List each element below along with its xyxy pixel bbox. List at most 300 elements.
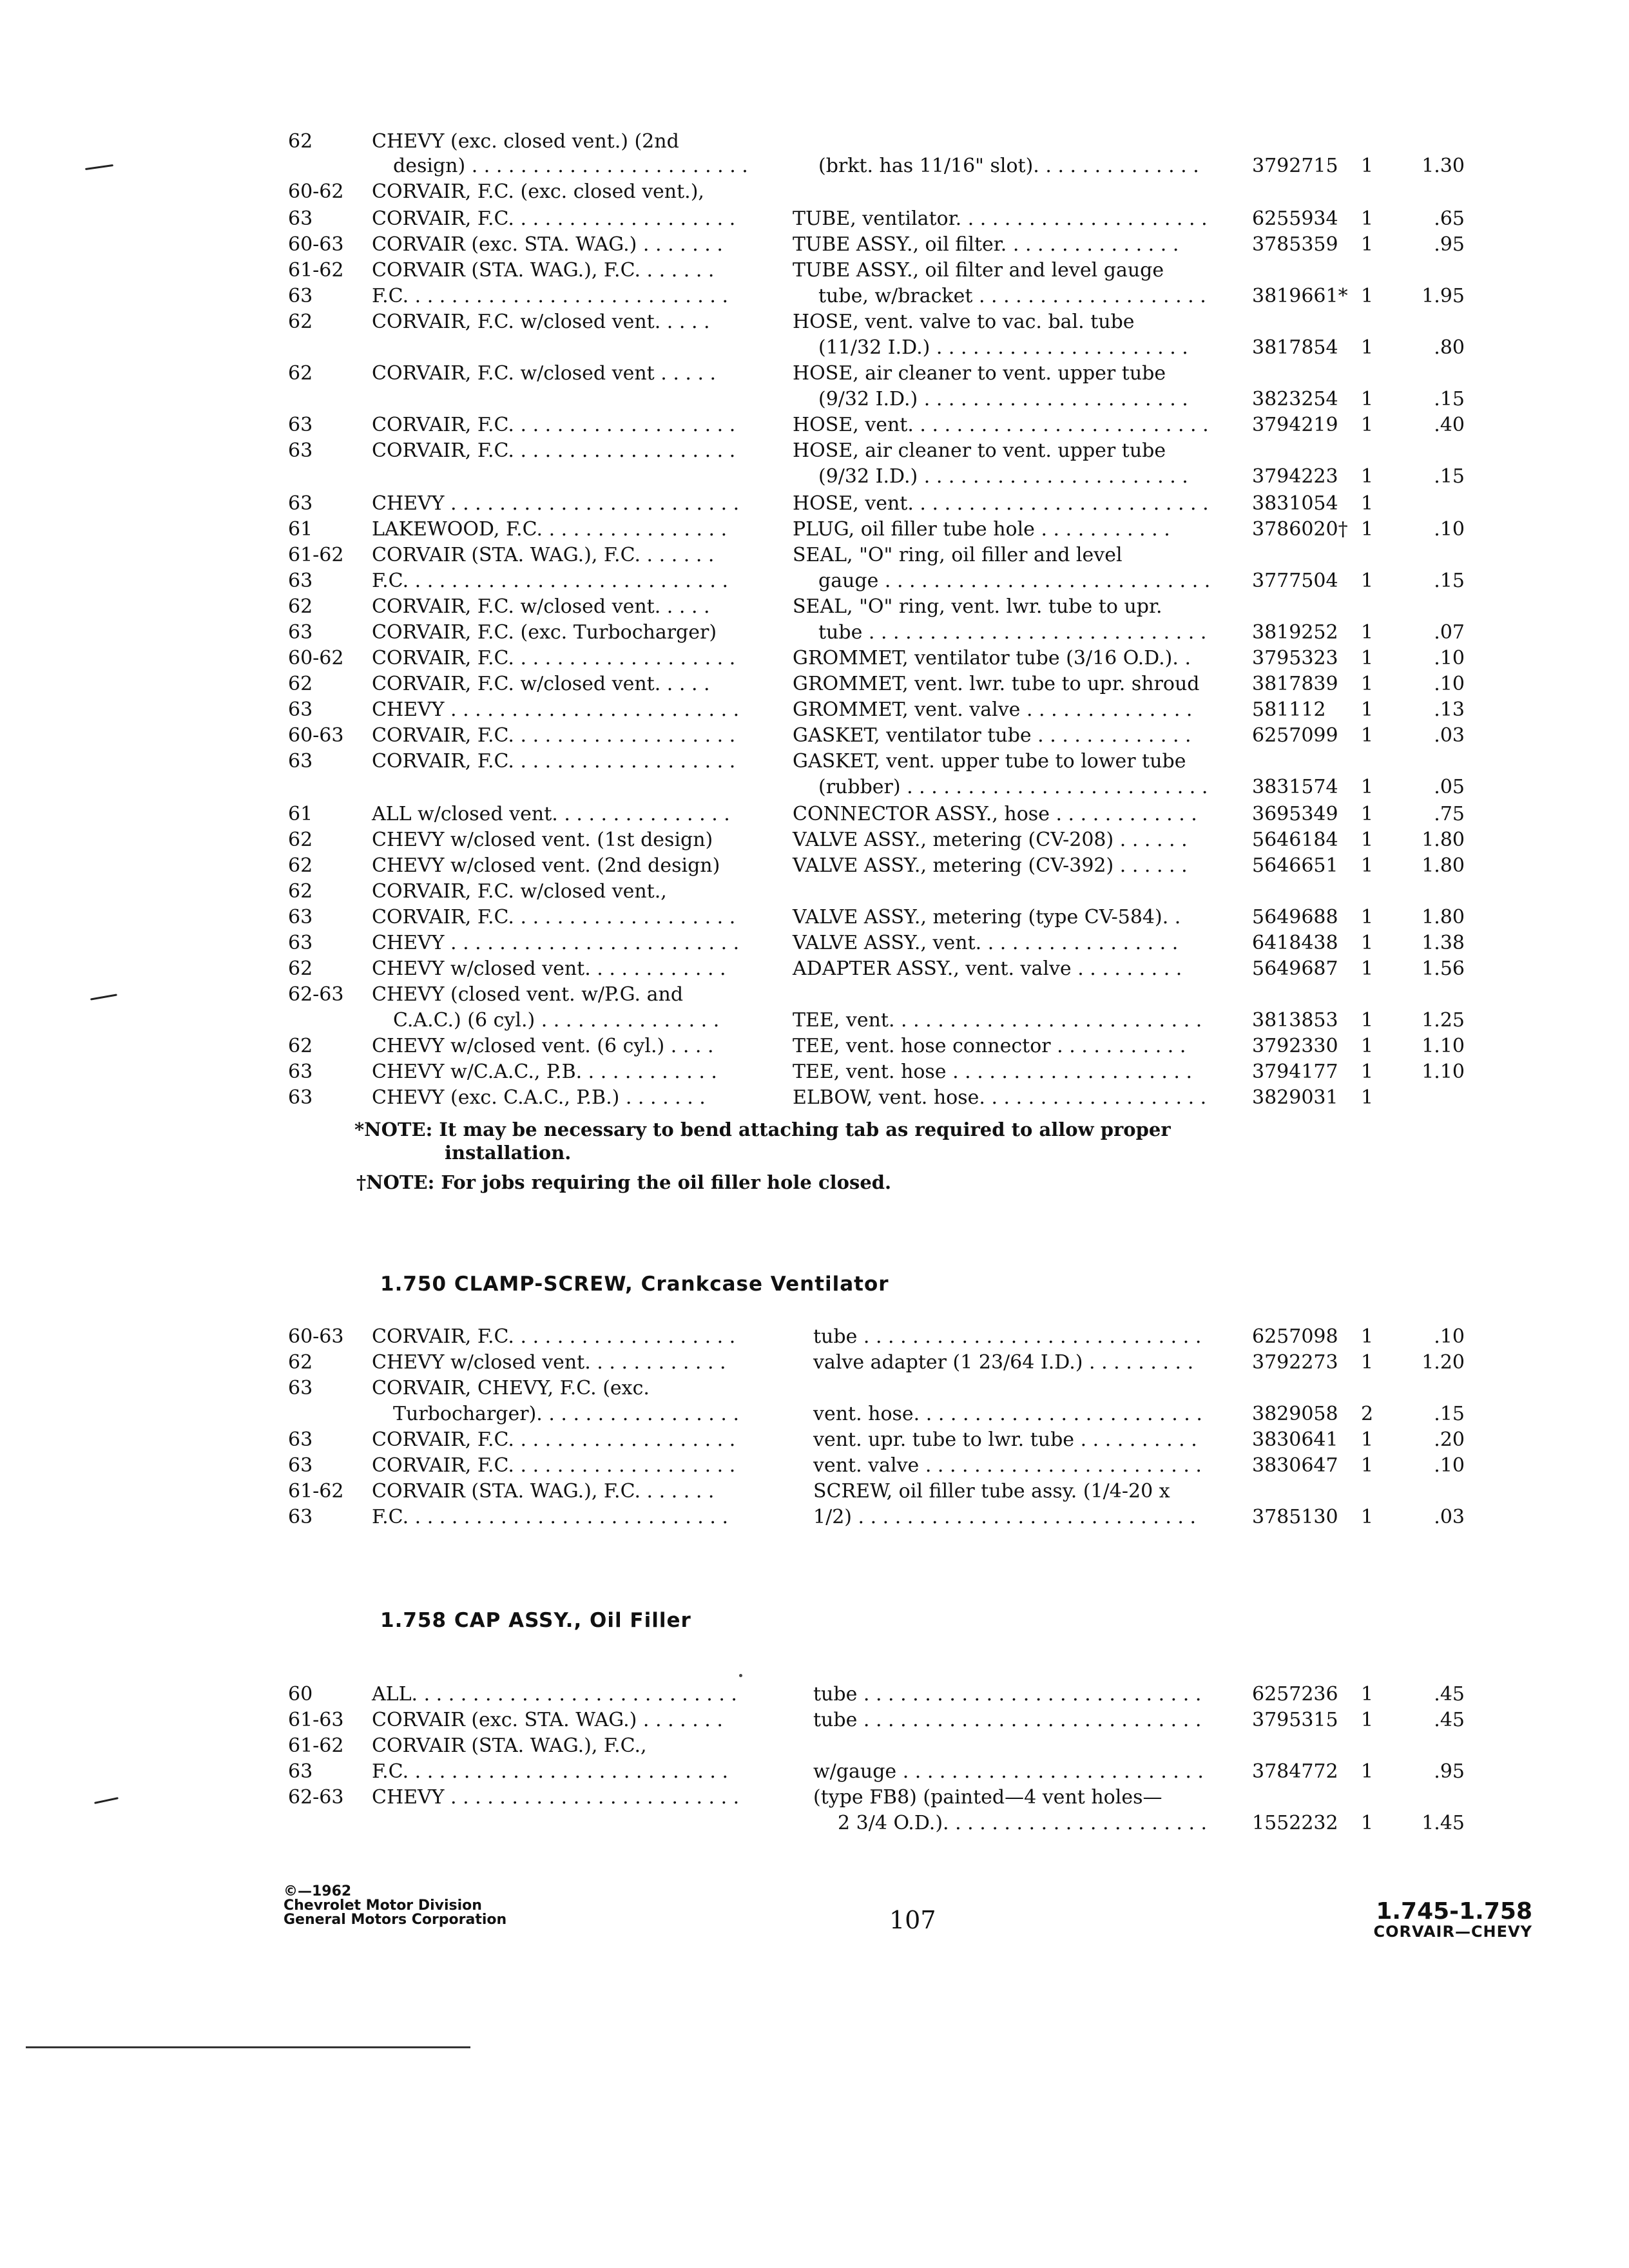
- applies-to: CORVAIR, F.C. w/closed vent.,: [372, 880, 667, 903]
- parts-row: [0, 1324, 1629, 1350]
- model-year: 60-62: [288, 647, 344, 669]
- part-description: ELBOW, vent. hose. . . . . . . . . . . . . . . . . . .: [793, 1086, 1207, 1109]
- applies-to: ALL. . . . . . . . . . . . . . . . . . . . . . . . . . .: [372, 1683, 737, 1706]
- part-description: PLUG, oil filler tube hole . . . . . . . . . . .: [793, 518, 1170, 541]
- part-description: GROMMET, ventilator tube (3/16 O.D.). .: [793, 647, 1191, 669]
- part-description: tube . . . . . . . . . . . . . . . . . . . . . . . . . . . .: [813, 1683, 1202, 1706]
- quantity: 1: [1361, 465, 1374, 488]
- parts-row: [0, 1376, 1629, 1401]
- part-description: vent. valve . . . . . . . . . . . . . . . . . . . . . . .: [813, 1454, 1202, 1477]
- parts-row: [0, 309, 1629, 335]
- part-number: 5646651: [1252, 854, 1338, 877]
- quantity: 1: [1361, 906, 1374, 928]
- parts-row: [0, 723, 1629, 749]
- part-number: 3813853: [1252, 1009, 1338, 1032]
- price: 1.80: [1422, 854, 1465, 877]
- part-description: HOSE, vent. . . . . . . . . . . . . . . . . . . . . . . . .: [793, 492, 1209, 515]
- parts-row: [0, 153, 1629, 179]
- applies-to: F.C. . . . . . . . . . . . . . . . . . . . . . . . . . .: [372, 1760, 728, 1783]
- part-number: 3785130: [1252, 1506, 1338, 1528]
- applies-to: CHEVY . . . . . . . . . . . . . . . . . . . . . . . .: [372, 492, 740, 515]
- quantity: 1: [1361, 957, 1374, 980]
- quantity: 1: [1361, 233, 1374, 256]
- part-description: (brkt. has 11/16" slot). . . . . . . . . . . . . .: [818, 155, 1199, 177]
- part-number: 3829058: [1252, 1403, 1338, 1425]
- model-year: 63: [288, 698, 313, 721]
- part-description: valve adapter (1 23/64 I.D.) . . . . . . . . .: [813, 1351, 1194, 1374]
- model-year: 63: [288, 1377, 313, 1399]
- parts-row: [0, 1733, 1629, 1759]
- part-number: 3792715: [1252, 155, 1338, 177]
- parts-row: [0, 438, 1629, 464]
- part-description: (11/32 I.D.) . . . . . . . . . . . . . . . . . . . . .: [818, 336, 1188, 359]
- price: 1.10: [1422, 1061, 1465, 1083]
- price: .10: [1434, 647, 1465, 669]
- part-description: tube . . . . . . . . . . . . . . . . . . . . . . . . . . . .: [813, 1325, 1202, 1348]
- parts-row: [0, 1811, 1629, 1836]
- applies-to: design) . . . . . . . . . . . . . . . . . . . . . . .: [393, 155, 748, 177]
- quantity: 1: [1361, 1325, 1374, 1348]
- model-year: 63: [288, 1086, 313, 1109]
- applies-to: CORVAIR, F.C. . . . . . . . . . . . . . . . . . .: [372, 647, 736, 669]
- part-number: 3819661*: [1252, 285, 1348, 307]
- quantity: 1: [1361, 1086, 1374, 1109]
- parts-row: [0, 412, 1629, 438]
- parts-row: [0, 464, 1629, 490]
- model-year: 63: [288, 1061, 313, 1083]
- price: .10: [1434, 673, 1465, 695]
- part-number: 3786020†: [1252, 518, 1348, 541]
- part-description: (9/32 I.D.) . . . . . . . . . . . . . . . . . . . . . .: [818, 465, 1188, 488]
- part-description: ADAPTER ASSY., vent. valve . . . . . . . . .: [793, 957, 1182, 980]
- price: .10: [1434, 1325, 1465, 1348]
- model-year: 63: [288, 207, 313, 230]
- applies-to: CORVAIR, F.C. . . . . . . . . . . . . . . . . . .: [372, 207, 736, 230]
- parts-row: [0, 1059, 1629, 1085]
- part-number: 3794177: [1252, 1061, 1338, 1083]
- applies-to: CHEVY . . . . . . . . . . . . . . . . . . . . . . . .: [372, 932, 740, 954]
- footer-division: Chevrolet Motor Division: [284, 1898, 482, 1914]
- part-description: VALVE ASSY., metering (CV-392) . . . . . .: [793, 854, 1188, 877]
- applies-to: CORVAIR (STA. WAG.), F.C. . . . . . .: [372, 1480, 715, 1503]
- applies-to: CORVAIR, F.C. (exc. Turbocharger): [372, 621, 717, 644]
- part-number: 3829031: [1252, 1086, 1338, 1109]
- part-description: SCREW, oil filler tube assy. (1/4-20 x: [813, 1480, 1170, 1503]
- applies-to: CORVAIR (exc. STA. WAG.) . . . . . . .: [372, 1709, 723, 1731]
- model-year: 63: [288, 1428, 313, 1451]
- quantity: 1: [1361, 1035, 1374, 1057]
- model-year: 62: [288, 1035, 313, 1057]
- price: .15: [1434, 570, 1465, 592]
- model-year: 61-62: [288, 259, 344, 282]
- model-year: 62: [288, 854, 313, 877]
- part-number: 6255934: [1252, 207, 1338, 230]
- price: .75: [1434, 803, 1465, 825]
- parts-row: [0, 568, 1629, 594]
- parts-row: [0, 930, 1629, 956]
- parts-row: [0, 802, 1629, 827]
- part-description: VALVE ASSY., metering (CV-208) . . . . . .: [793, 829, 1188, 851]
- applies-to: Turbocharger). . . . . . . . . . . . . . . . .: [393, 1403, 739, 1425]
- parts-row: [0, 543, 1629, 568]
- price: .20: [1434, 1428, 1465, 1451]
- footer-section-range: 1.745-1.758: [1376, 1898, 1532, 1925]
- model-year: 62: [288, 311, 313, 333]
- price: 1.20: [1422, 1351, 1465, 1374]
- applies-to: CORVAIR, F.C. . . . . . . . . . . . . . . . . . .: [372, 1325, 736, 1348]
- parts-row: [0, 284, 1629, 309]
- price: .10: [1434, 518, 1465, 541]
- applies-to: CORVAIR, F.C. . . . . . . . . . . . . . . . . . .: [372, 1428, 736, 1451]
- price: 1.56: [1422, 957, 1465, 980]
- model-year: 62: [288, 880, 313, 903]
- part-number: 5649688: [1252, 906, 1338, 928]
- model-year: 62: [288, 362, 313, 385]
- part-description: VALVE ASSY., vent. . . . . . . . . . . . . . . . .: [793, 932, 1179, 954]
- model-year: 63: [288, 1506, 313, 1528]
- parts-row: [0, 1401, 1629, 1427]
- model-year: 63: [288, 1454, 313, 1477]
- part-number: 3830641: [1252, 1428, 1338, 1451]
- parts-row: [0, 646, 1629, 671]
- part-number: 5649687: [1252, 957, 1338, 980]
- part-description: tube, w/bracket . . . . . . . . . . . . . . . . . . .: [818, 285, 1206, 307]
- parts-row: [0, 1504, 1629, 1530]
- parts-row: [0, 879, 1629, 905]
- model-year: 63: [288, 750, 313, 773]
- part-number: 3792330: [1252, 1035, 1338, 1057]
- model-year: 60-63: [288, 724, 344, 747]
- quantity: 1: [1361, 1709, 1374, 1731]
- applies-to: C.A.C.) (6 cyl.) . . . . . . . . . . . . . . .: [393, 1009, 720, 1032]
- applies-to: CORVAIR, F.C. . . . . . . . . . . . . . . . . . .: [372, 906, 736, 928]
- applies-to: F.C. . . . . . . . . . . . . . . . . . . . . . . . . . .: [372, 285, 728, 307]
- model-year: 60: [288, 1683, 313, 1706]
- parts-row: [0, 1033, 1629, 1059]
- part-description: GROMMET, vent. lwr. tube to upr. shroud: [793, 673, 1200, 695]
- part-description: HOSE, air cleaner to vent. upper tube: [793, 439, 1166, 462]
- quantity: 1: [1361, 776, 1374, 798]
- parts-row: [0, 361, 1629, 387]
- bottom-rule: [26, 2046, 470, 2048]
- part-number: 3830647: [1252, 1454, 1338, 1477]
- part-number: 3817854: [1252, 336, 1338, 359]
- model-year: 61: [288, 518, 313, 541]
- footer-copyright: ©—1962: [284, 1883, 352, 1899]
- price: 1.80: [1422, 829, 1465, 851]
- price: .15: [1434, 465, 1465, 488]
- parts-row: [0, 1707, 1629, 1733]
- model-year: 63: [288, 906, 313, 928]
- price: 1.30: [1422, 155, 1465, 177]
- quantity: 1: [1361, 414, 1374, 436]
- parts-row: [0, 129, 1629, 155]
- quantity: 1: [1361, 803, 1374, 825]
- applies-to: F.C. . . . . . . . . . . . . . . . . . . . . . . . . . .: [372, 1506, 728, 1528]
- part-number: 3794223: [1252, 465, 1338, 488]
- part-number: 3784772: [1252, 1760, 1338, 1783]
- price: 1.38: [1422, 932, 1465, 954]
- price: 1.25: [1422, 1009, 1465, 1032]
- price: .13: [1434, 698, 1465, 721]
- applies-to: CHEVY (exc. closed vent.) (2nd: [372, 130, 679, 153]
- part-description: HOSE, vent. . . . . . . . . . . . . . . . . . . . . . . . .: [793, 414, 1209, 436]
- applies-to: CHEVY w/closed vent. (2nd design): [372, 854, 720, 877]
- part-number: 3777504: [1252, 570, 1338, 592]
- price: .03: [1434, 724, 1465, 747]
- price: 1.45: [1422, 1812, 1465, 1834]
- part-description: VALVE ASSY., metering (type CV-584). .: [793, 906, 1181, 928]
- applies-to: LAKEWOOD, F.C. . . . . . . . . . . . . . . .: [372, 518, 728, 541]
- quantity: 2: [1361, 1403, 1374, 1425]
- parts-row: [0, 749, 1629, 774]
- part-description: TEE, vent. . . . . . . . . . . . . . . . . . . . . . . . . .: [793, 1009, 1202, 1032]
- model-year: 62: [288, 673, 313, 695]
- price: .15: [1434, 388, 1465, 410]
- applies-to: CORVAIR, F.C. . . . . . . . . . . . . . . . . . .: [372, 414, 736, 436]
- price: .80: [1434, 336, 1465, 359]
- applies-to: F.C. . . . . . . . . . . . . . . . . . . . . . . . . . .: [372, 570, 728, 592]
- part-number: 3819252: [1252, 621, 1338, 644]
- quantity: 1: [1361, 570, 1374, 592]
- part-number: 6418438: [1252, 932, 1338, 954]
- part-number: 3794219: [1252, 414, 1338, 436]
- part-description: GASKET, vent. upper tube to lower tube: [793, 750, 1186, 773]
- applies-to: CORVAIR, F.C. . . . . . . . . . . . . . . . . . .: [372, 439, 736, 462]
- price: .95: [1434, 1760, 1465, 1783]
- model-year: 62: [288, 595, 313, 618]
- part-description: 2 3/4 O.D.). . . . . . . . . . . . . . . . . . . . . .: [838, 1812, 1208, 1834]
- quantity: 1: [1361, 1760, 1374, 1783]
- applies-to: CORVAIR, CHEVY, F.C. (exc.: [372, 1377, 650, 1399]
- quantity: 1: [1361, 1506, 1374, 1528]
- parts-row: [0, 671, 1629, 697]
- parts-row: [0, 232, 1629, 258]
- note-dagger: †NOTE: For jobs requiring the oil filler hole closed.: [356, 1171, 892, 1193]
- part-number: 3695349: [1252, 803, 1338, 825]
- section-heading-1750: 1.750 CLAMP-SCREW, Crankcase Ventilator: [380, 1273, 889, 1296]
- parts-row: [0, 258, 1629, 284]
- model-year: 63: [288, 932, 313, 954]
- price: .65: [1434, 207, 1465, 230]
- quantity: 1: [1361, 207, 1374, 230]
- price: 1.10: [1422, 1035, 1465, 1057]
- parts-row: [0, 1682, 1629, 1707]
- model-year: 60-63: [288, 1325, 344, 1348]
- part-description: SEAL, "O" ring, oil filler and level: [793, 544, 1123, 566]
- parts-row: [0, 827, 1629, 853]
- part-number: 3831054: [1252, 492, 1338, 515]
- parts-row: [0, 335, 1629, 361]
- parts-row: [0, 1785, 1629, 1811]
- model-year: 61: [288, 803, 313, 825]
- parts-row: [0, 491, 1629, 517]
- part-description: vent. upr. tube to lwr. tube . . . . . . . . . .: [813, 1428, 1197, 1451]
- model-year: 60-63: [288, 233, 344, 256]
- parts-row: [0, 697, 1629, 723]
- model-year: 61-62: [288, 544, 344, 566]
- applies-to: CORVAIR, F.C. w/closed vent . . . . .: [372, 362, 717, 385]
- part-description: TEE, vent. hose connector . . . . . . . . . . .: [793, 1035, 1186, 1057]
- part-description: GROMMET, vent. valve . . . . . . . . . . . . . .: [793, 698, 1193, 721]
- part-number: 3823254: [1252, 388, 1338, 410]
- part-number: 581112: [1252, 698, 1326, 721]
- quantity: 1: [1361, 1683, 1374, 1706]
- parts-row: [0, 774, 1629, 800]
- quantity: 1: [1361, 724, 1374, 747]
- model-year: 61-62: [288, 1735, 344, 1757]
- applies-to: CORVAIR (STA. WAG.), F.C. . . . . . .: [372, 259, 715, 282]
- parts-row: [0, 1759, 1629, 1785]
- section-heading-1758: 1.758 CAP ASSY., Oil Filler: [380, 1609, 691, 1632]
- applies-to: CORVAIR, F.C. . . . . . . . . . . . . . . . . . .: [372, 1454, 736, 1477]
- applies-to: CHEVY . . . . . . . . . . . . . . . . . . . . . . . .: [372, 1786, 740, 1809]
- parts-row: [0, 1350, 1629, 1376]
- model-year: 62-63: [288, 983, 344, 1006]
- quantity: 1: [1361, 1009, 1374, 1032]
- part-number: 6257099: [1252, 724, 1338, 747]
- part-number: 3817839: [1252, 673, 1338, 695]
- part-description: GASKET, ventilator tube . . . . . . . . . . . . .: [793, 724, 1191, 747]
- part-description: (rubber) . . . . . . . . . . . . . . . . . . . . . . . . .: [818, 776, 1208, 798]
- model-year: 62-63: [288, 1786, 344, 1809]
- part-number: 3795315: [1252, 1709, 1338, 1731]
- part-description: (9/32 I.D.) . . . . . . . . . . . . . . . . . . . . . .: [818, 388, 1188, 410]
- model-year: 63: [288, 285, 313, 307]
- parts-row: [0, 982, 1629, 1008]
- quantity: 1: [1361, 1812, 1374, 1834]
- parts-row: [0, 620, 1629, 646]
- applies-to: CHEVY (exc. C.A.C., P.B.) . . . . . . .: [372, 1086, 706, 1109]
- quantity: 1: [1361, 1061, 1374, 1083]
- parts-row: [0, 905, 1629, 930]
- applies-to: CHEVY . . . . . . . . . . . . . . . . . . . . . . . .: [372, 698, 740, 721]
- part-description: tube . . . . . . . . . . . . . . . . . . . . . . . . . . . .: [818, 621, 1207, 644]
- quantity: 1: [1361, 647, 1374, 669]
- model-year: 62: [288, 130, 313, 153]
- applies-to: CHEVY (closed vent. w/P.G. and: [372, 983, 684, 1006]
- part-description: CONNECTOR ASSY., hose . . . . . . . . . . . .: [793, 803, 1197, 825]
- applies-to: CHEVY w/closed vent. . . . . . . . . . . .: [372, 957, 726, 980]
- quantity: 1: [1361, 1428, 1374, 1451]
- price: .03: [1434, 1506, 1465, 1528]
- price: .15: [1434, 1403, 1465, 1425]
- applies-to: CORVAIR, F.C. . . . . . . . . . . . . . . . . . .: [372, 724, 736, 747]
- quantity: 1: [1361, 155, 1374, 177]
- note-asterisk: *NOTE: It may be necessary to bend attaching tab as required to allow proper: [354, 1119, 1171, 1140]
- parts-row: [0, 956, 1629, 982]
- price: 1.80: [1422, 906, 1465, 928]
- model-year: 62: [288, 957, 313, 980]
- part-description: (type FB8) (painted—4 vent holes—: [813, 1786, 1162, 1809]
- parts-row: [0, 1085, 1629, 1111]
- price: .10: [1434, 1454, 1465, 1477]
- price: .95: [1434, 233, 1465, 256]
- note-asterisk-continued: installation.: [445, 1142, 572, 1164]
- price: 1.95: [1422, 285, 1465, 307]
- model-year: 63: [288, 1760, 313, 1783]
- part-number: 3785359: [1252, 233, 1338, 256]
- applies-to: CORVAIR, F.C. w/closed vent. . . . .: [372, 673, 710, 695]
- model-year: 60-62: [288, 180, 344, 203]
- applies-to: CHEVY w/C.A.C., P.B. . . . . . . . . . . .: [372, 1061, 717, 1083]
- model-year: 63: [288, 439, 313, 462]
- parts-row: [0, 1453, 1629, 1479]
- parts-row: [0, 1479, 1629, 1504]
- price: .45: [1434, 1683, 1465, 1706]
- part-number: 3795323: [1252, 647, 1338, 669]
- applies-to: CORVAIR, F.C. w/closed vent. . . . .: [372, 595, 710, 618]
- model-year: 62: [288, 829, 313, 851]
- part-description: tube . . . . . . . . . . . . . . . . . . . . . . . . . . . .: [813, 1709, 1202, 1731]
- part-description: vent. hose. . . . . . . . . . . . . . . . . . . . . . . .: [813, 1403, 1202, 1425]
- quantity: 1: [1361, 829, 1374, 851]
- parts-row: [0, 1008, 1629, 1033]
- parts-row: [0, 179, 1629, 205]
- applies-to: CORVAIR, F.C. (exc. closed vent.),: [372, 180, 704, 203]
- part-description: TUBE ASSY., oil filter. . . . . . . . . . . . . . .: [793, 233, 1179, 256]
- parts-row: [0, 517, 1629, 543]
- parts-row: [0, 206, 1629, 232]
- quantity: 1: [1361, 932, 1374, 954]
- part-number: 6257098: [1252, 1325, 1338, 1348]
- model-year: 63: [288, 570, 313, 592]
- applies-to: CHEVY w/closed vent. (1st design): [372, 829, 713, 851]
- part-number: 3792273: [1252, 1351, 1338, 1374]
- part-description: SEAL, "O" ring, vent. lwr. tube to upr.: [793, 595, 1162, 618]
- price: .05: [1434, 776, 1465, 798]
- quantity: 1: [1361, 492, 1374, 515]
- quantity: 1: [1361, 1351, 1374, 1374]
- applies-to: CORVAIR (STA. WAG.), F.C.,: [372, 1735, 647, 1757]
- price: .07: [1434, 621, 1465, 644]
- applies-to: CORVAIR (STA. WAG.), F.C. . . . . . .: [372, 544, 715, 566]
- applies-to: CHEVY w/closed vent. . . . . . . . . . . .: [372, 1351, 726, 1374]
- parts-row: [0, 387, 1629, 412]
- parts-row: [0, 594, 1629, 620]
- part-description: TUBE ASSY., oil filter and level gauge: [793, 259, 1164, 282]
- quantity: 1: [1361, 285, 1374, 307]
- model-year: 61-63: [288, 1709, 344, 1731]
- page-number: 107: [889, 1906, 936, 1934]
- quantity: 1: [1361, 854, 1374, 877]
- part-description: HOSE, vent. valve to vac. bal. tube: [793, 311, 1135, 333]
- applies-to: CORVAIR, F.C. . . . . . . . . . . . . . . . . . .: [372, 750, 736, 773]
- model-year: 63: [288, 621, 313, 644]
- part-description: HOSE, air cleaner to vent. upper tube: [793, 362, 1166, 385]
- applies-to: CORVAIR, F.C. w/closed vent. . . . .: [372, 311, 710, 333]
- part-number: 1552232: [1252, 1812, 1338, 1834]
- part-number: 3831574: [1252, 776, 1338, 798]
- part-number: 5646184: [1252, 829, 1338, 851]
- price: .40: [1434, 414, 1465, 436]
- applies-to: ALL w/closed vent. . . . . . . . . . . . . . .: [372, 803, 730, 825]
- quantity: 1: [1361, 621, 1374, 644]
- price: .45: [1434, 1709, 1465, 1731]
- applies-to: CORVAIR (exc. STA. WAG.) . . . . . . .: [372, 233, 723, 256]
- quantity: 1: [1361, 698, 1374, 721]
- quantity: 1: [1361, 673, 1374, 695]
- quantity: 1: [1361, 518, 1374, 541]
- parts-row: [0, 853, 1629, 879]
- part-description: 1/2) . . . . . . . . . . . . . . . . . . . . . . . . . . . .: [813, 1506, 1197, 1528]
- footer-models: CORVAIR—CHEVY: [1373, 1923, 1532, 1941]
- model-year: 63: [288, 414, 313, 436]
- footer-corporation: General Motors Corporation: [284, 1912, 507, 1928]
- model-year: 62: [288, 1351, 313, 1374]
- part-description: w/gauge . . . . . . . . . . . . . . . . . . . . . . . . .: [813, 1760, 1204, 1783]
- part-description: TUBE, ventilator. . . . . . . . . . . . . . . . . . . . .: [793, 207, 1208, 230]
